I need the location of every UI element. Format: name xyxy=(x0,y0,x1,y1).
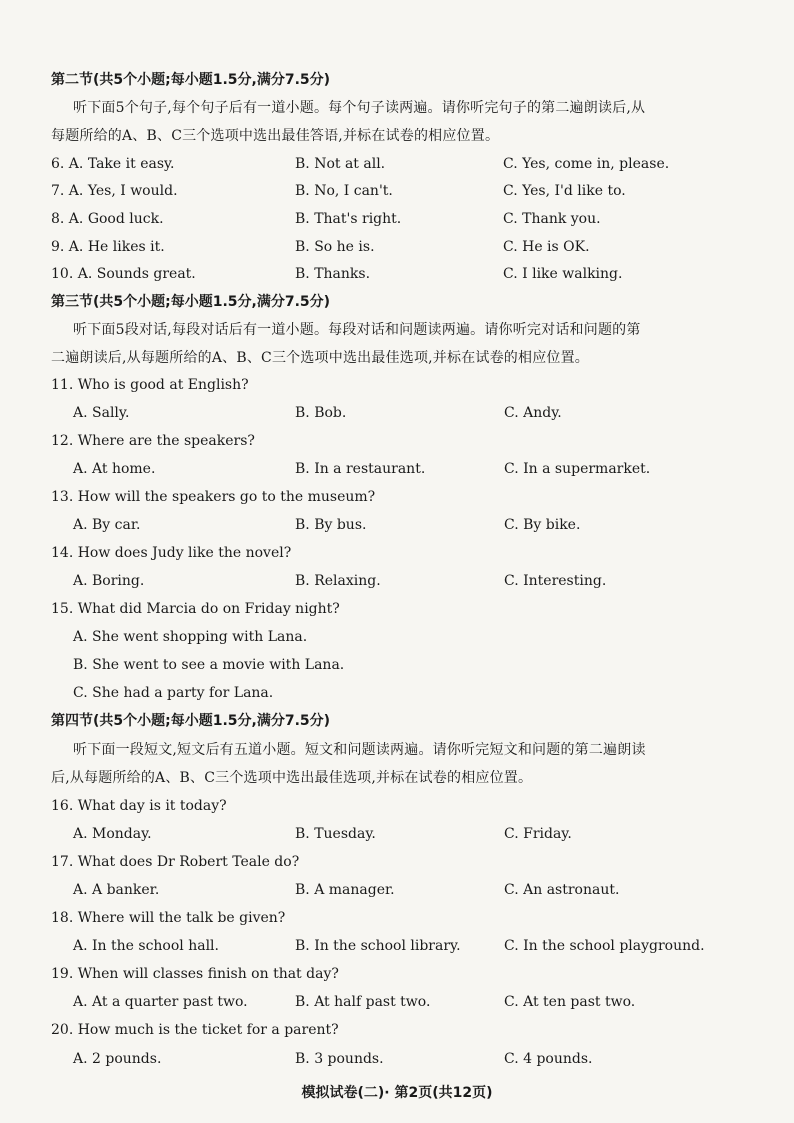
option-b: B. In the school library. xyxy=(295,938,461,954)
section2-instruction-2: 每题所给的A、B、C三个选项中选出最佳答语,并标在试卷的相应位置。 xyxy=(51,128,500,144)
option-c: C. Interesting. xyxy=(504,573,607,589)
question-14: 14. How does Judy like the novel? xyxy=(51,545,292,561)
question-11: 11. Who is good at English? xyxy=(51,377,249,393)
option-c: C. In a supermarket. xyxy=(504,461,651,477)
option-b: B. No, I can't. xyxy=(295,183,393,199)
option-b: B. A manager. xyxy=(295,882,395,898)
question-20-options xyxy=(51,1049,751,1069)
option-a: A. Sally. xyxy=(73,405,130,421)
question-16: 16. What day is it today? xyxy=(51,798,227,814)
section3-instruction-1: 听下面5段对话,每段对话后有一道小题。每段对话和问题读两遍。请你听完对话和问题的第 xyxy=(73,322,641,338)
option-c: C. At ten past two. xyxy=(504,994,636,1010)
question-17-options xyxy=(51,880,751,900)
option-b: B. Tuesday. xyxy=(295,826,376,842)
option-c: C. Andy. xyxy=(504,405,562,421)
question-6-row xyxy=(51,154,751,174)
option-a: A. At home. xyxy=(73,461,156,477)
option-a: 7. A. Yes, I would. xyxy=(51,183,178,199)
option-b: B. 3 pounds. xyxy=(295,1051,384,1067)
question-15: 15. What did Marcia do on Friday night? xyxy=(51,601,340,617)
option-c: C. He is OK. xyxy=(503,239,590,255)
option-a: A. Monday. xyxy=(73,826,152,842)
section4-instruction-2: 后,从每题所给的A、B、C三个选项中选出最佳选项,并标在试卷的相应位置。 xyxy=(51,770,533,786)
question-18-options xyxy=(51,936,751,956)
section3-title: 第三节(共5个小题;每小题1.5分,满分7.5分) xyxy=(51,294,331,310)
question-15-option-a: A. She went shopping with Lana. xyxy=(73,629,308,645)
option-c: C. I like walking. xyxy=(503,266,623,282)
option-b: B. Not at all. xyxy=(295,156,386,172)
option-a: 9. A. He likes it. xyxy=(51,239,165,255)
option-c: C. By bike. xyxy=(504,517,581,533)
option-a: A. At a quarter past two. xyxy=(73,994,248,1010)
question-13: 13. How will the speakers go to the museum? xyxy=(51,489,376,505)
option-b: B. So he is. xyxy=(295,239,375,255)
question-12: 12. Where are the speakers? xyxy=(51,433,255,449)
option-c: C. Friday. xyxy=(504,826,572,842)
question-19-options xyxy=(51,992,751,1012)
option-a: A. By car. xyxy=(73,517,141,533)
option-c: C. 4 pounds. xyxy=(504,1051,593,1067)
section2-instruction-1: 听下面5个句子,每个句子后有一道小题。每个句子读两遍。请你听完句子的第二遍朗读后,从 xyxy=(73,100,646,116)
option-a: A. 2 pounds. xyxy=(73,1051,162,1067)
question-14-options xyxy=(51,571,751,591)
option-a: A. Boring. xyxy=(73,573,145,589)
option-b: B. Thanks. xyxy=(295,266,371,282)
option-c: C. Yes, I'd like to. xyxy=(503,183,626,199)
option-b: B. By bus. xyxy=(295,517,367,533)
option-a: 8. A. Good luck. xyxy=(51,211,164,227)
section3-instruction-2: 二遍朗读后,从每题所给的A、B、C三个选项中选出最佳选项,并标在试卷的相应位置。 xyxy=(51,350,590,366)
question-15-option-b: B. She went to see a movie with Lana. xyxy=(73,657,345,673)
page-footer: 模拟试卷(二)· 第2页(共12页) xyxy=(301,1085,493,1101)
option-b: B. That's right. xyxy=(295,211,402,227)
option-b: B. Bob. xyxy=(295,405,347,421)
section4-instruction-1: 听下面一段短文,短文后有五道小题。短文和问题读两遍。请你听完短文和问题的第二遍朗读 xyxy=(73,742,646,758)
question-13-options xyxy=(51,515,751,535)
option-c: C. An astronaut. xyxy=(504,882,620,898)
option-c: C. Thank you. xyxy=(503,211,601,227)
section4-title: 第四节(共5个小题;每小题1.5分,满分7.5分) xyxy=(51,713,331,729)
option-a: A. In the school hall. xyxy=(73,938,219,954)
question-8-row xyxy=(51,209,751,229)
option-c: C. Yes, come in, please. xyxy=(503,156,670,172)
question-20: 20. How much is the ticket for a parent? xyxy=(51,1022,339,1038)
question-12-options xyxy=(51,459,751,479)
question-15-option-c: C. She had a party for Lana. xyxy=(73,685,274,701)
question-11-options xyxy=(51,403,751,423)
question-9-row xyxy=(51,237,751,257)
question-18: 18. Where will the talk be given? xyxy=(51,910,286,926)
option-b: B. Relaxing. xyxy=(295,573,381,589)
question-16-options xyxy=(51,824,751,844)
question-17: 17. What does Dr Robert Teale do? xyxy=(51,854,300,870)
question-19: 19. When will classes finish on that day? xyxy=(51,966,339,982)
question-10-row xyxy=(51,264,751,284)
option-a: A. A banker. xyxy=(73,882,160,898)
option-a: 6. A. Take it easy. xyxy=(51,156,175,172)
section2-title: 第二节(共5个小题;每小题1.5分,满分7.5分) xyxy=(51,72,331,88)
option-c: C. In the school playground. xyxy=(504,938,705,954)
option-a: 10. A. Sounds great. xyxy=(51,266,196,282)
option-b: B. At half past two. xyxy=(295,994,431,1010)
question-7-row xyxy=(51,181,751,201)
option-b: B. In a restaurant. xyxy=(295,461,426,477)
